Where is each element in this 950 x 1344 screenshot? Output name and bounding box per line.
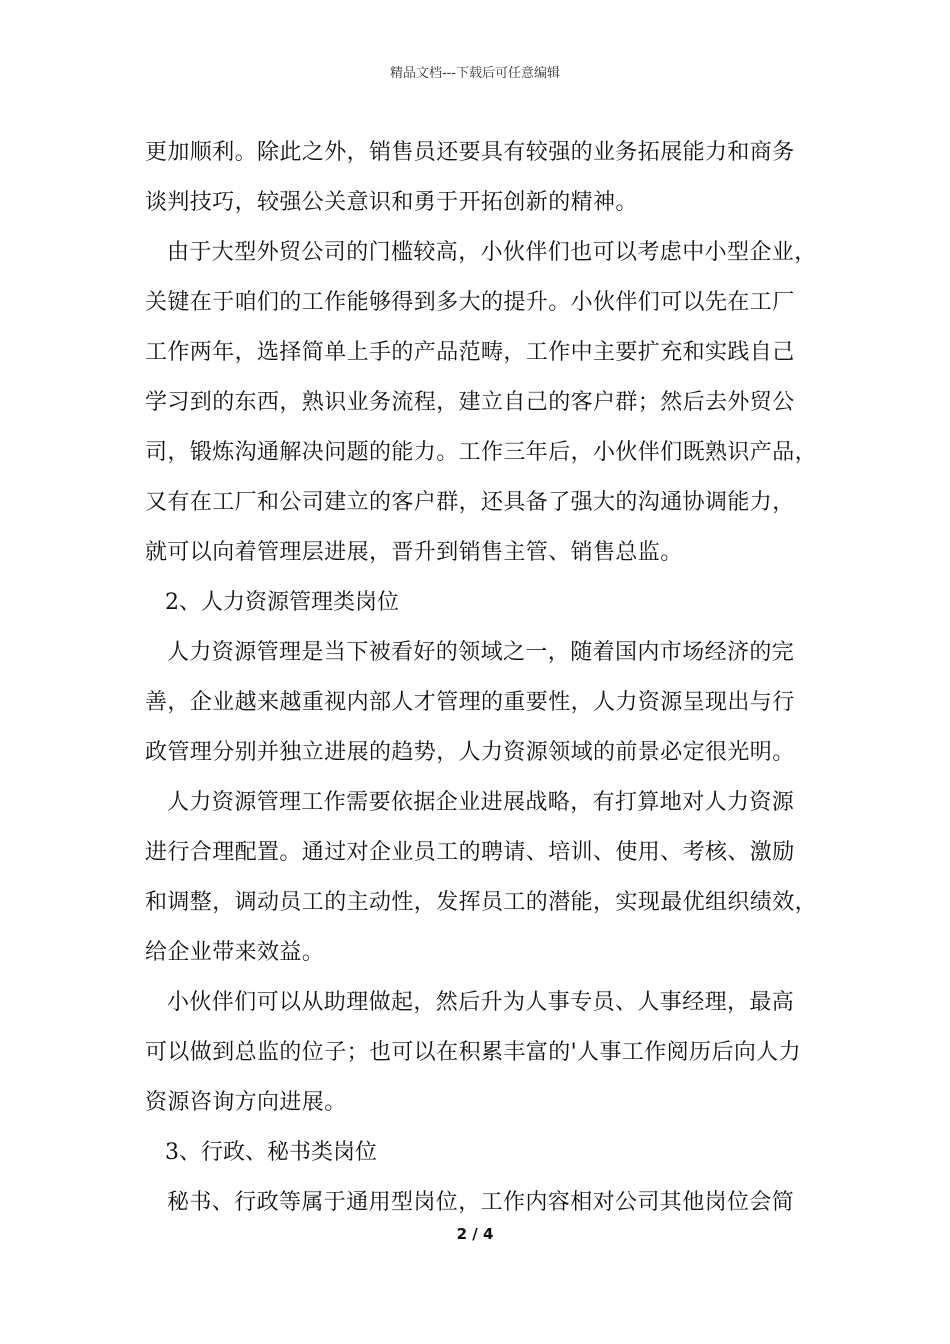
- text-line: 就可以向着管理层进展，晋升到销售主管、销售总监。: [145, 540, 683, 565]
- page-header: 精品文档---下载后可任意编辑: [389, 66, 561, 81]
- page-number: 2 / 4: [456, 1225, 494, 1243]
- text-line: 关键在于咱们的工作能够得到多大的提升。小伙伴们可以先在工厂: [145, 290, 795, 315]
- text-line: 资源咨询方向进展。: [145, 1090, 347, 1115]
- document-body: [145, 128, 825, 1228]
- text-line: 政管理分别并独立进展的趋势，人力资源领域的前景必定很光明。: [145, 740, 795, 765]
- text-line: 工作两年，选择简单上手的产品范畴，工作中主要扩充和实践自己: [145, 340, 795, 365]
- text-line: 又有在工厂和公司建立的客户群，还具备了强大的沟通协调能力，: [145, 490, 795, 515]
- text-line: 善，企业越来越重视内部人才管理的重要性，人力资源呈现出与行: [145, 690, 795, 715]
- text-line: 人力资源管理是当下被看好的领域之一，随着国内市场经济的完: [167, 640, 795, 665]
- text-line: 学习到的东西，熟识业务流程，建立自己的客户群；然后去外贸公: [145, 390, 795, 415]
- text-line: 和调整，调动员工的主动性，发挥员工的潜能，实现最优组织绩效，: [145, 890, 818, 915]
- text-line: 谈判技巧，较强公关意识和勇于开拓创新的精神。: [145, 190, 638, 215]
- section-heading: 2、人力资源管理类岗位: [165, 590, 399, 615]
- text-line: 进行合理配置。通过对企业员工的聘请、培训、使用、考核、激励: [145, 840, 795, 865]
- text-line: 由于大型外贸公司的门槛较高，小伙伴们也可以考虑中小型企业，: [167, 240, 817, 265]
- text-line: 给企业带来效益。: [145, 940, 325, 965]
- text-line: 人力资源管理工作需要依据企业进展战略，有打算地对人力资源: [167, 790, 795, 815]
- text-line: 秘书、行政等属于通用型岗位，工作内容相对公司其他岗位会简: [167, 1190, 795, 1215]
- text-line: 可以做到总监的位子；也可以在积累丰富的'人事工作阅历后向人力: [145, 1040, 802, 1065]
- text-line: 司，锻炼沟通解决问题的能力。工作三年后，小伙伴们既熟识产品，: [145, 440, 818, 465]
- text-line: 更加顺利。除此之外，销售员还要具有较强的业务拓展能力和商务: [145, 140, 795, 165]
- text-line: 小伙伴们可以从助理做起，然后升为人事专员、人事经理，最高: [167, 990, 795, 1015]
- section-heading: 3、行政、秘书类岗位: [165, 1140, 377, 1165]
